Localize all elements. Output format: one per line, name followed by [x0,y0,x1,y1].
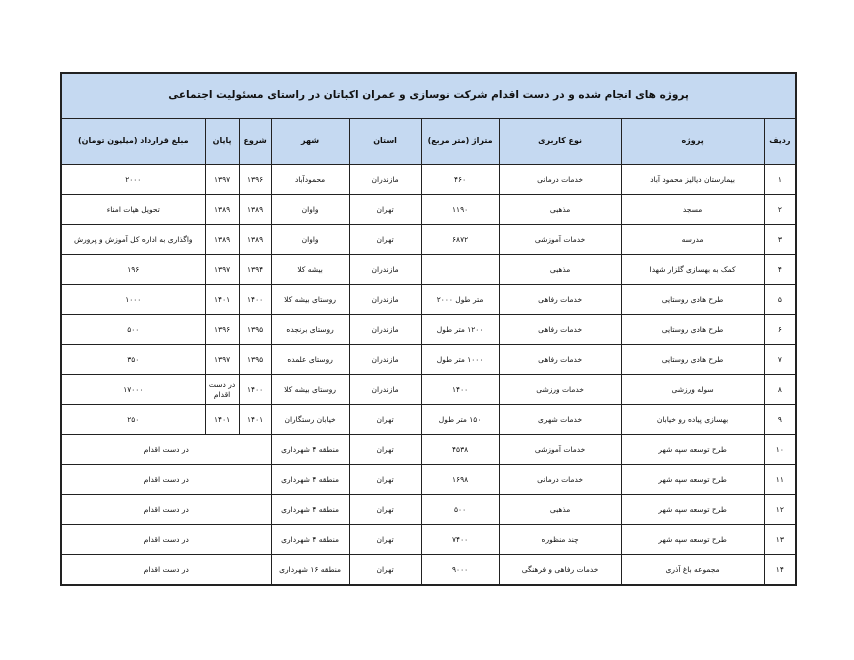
cell-province: تهران [349,525,421,555]
cell-amount: ۳۵۰ [61,345,205,375]
cell-row-number: ۱۳ [764,525,796,555]
cell-area: متر طول ۲۰۰۰ [421,285,499,315]
cell-province: تهران [349,225,421,255]
cell-usage: خدمات رفاهی [499,285,621,315]
cell-area: ۱۶۹۸ [421,465,499,495]
table-header-row [61,119,796,165]
cell-province: مازندران [349,255,421,285]
cell-end: در دست اقدام [205,375,239,405]
cell-area: ۷۴۰۰ [421,525,499,555]
table-row [61,285,796,315]
cell-usage: خدمات آموزشی [499,435,621,465]
cell-start: ۱۳۸۹ [239,225,271,255]
cell-end: ۱۳۹۷ [205,255,239,285]
cell-area: ۱۲۰۰ متر طول [421,315,499,345]
cell-usage: خدمات درمانی [499,165,621,195]
cell-end: ۱۴۰۱ [205,405,239,435]
cell-area: ۱۱۹۰ [421,195,499,225]
cell-usage: خدمات شهری [499,405,621,435]
table-title-row [61,73,796,119]
header-province: استان [349,119,421,165]
cell-province: مازندران [349,375,421,405]
cell-area: ۴۵۳۸ [421,435,499,465]
cell-row-number: ۷ [764,345,796,375]
cell-project: بهسازی پیاده رو خیابان [621,405,764,435]
cell-province: تهران [349,405,421,435]
header-row-number: ردیف [764,119,796,165]
cell-row-number: ۱۴ [764,555,796,586]
cell-end: ۱۳۹۷ [205,345,239,375]
cell-usage: مذهبی [499,195,621,225]
cell-city: منطقه ۴ شهرداری [271,525,349,555]
cell-row-number: ۲ [764,195,796,225]
cell-province: تهران [349,465,421,495]
cell-start: ۱۳۹۵ [239,315,271,345]
table-title: پروژه های انجام شده و در دست اقدام شرکت نوسازی و عمران اکباتان در راستای مسئولیت اجتماعی [61,73,796,119]
cell-project: مجموعه باغ آذری [621,555,764,586]
cell-start: ۱۴۰۰ [239,375,271,405]
cell-province: مازندران [349,315,421,345]
cell-amount: ۱۰۰۰ [61,285,205,315]
cell-city: منطقه ۴ شهرداری [271,435,349,465]
cell-project: طرح توسعه سپه شهر [621,495,764,525]
cell-usage: خدمات رفاهی [499,315,621,345]
cell-city: بیشه کلا [271,255,349,285]
cell-city: خیابان رستگاران [271,405,349,435]
cell-usage: خدمات رفاهی [499,345,621,375]
cell-area: ۱۴۰۰ [421,375,499,405]
cell-city: منطقه ۱۶ شهرداری [271,555,349,586]
cell-project: سوله ورزشی [621,375,764,405]
cell-usage: خدمات درمانی [499,465,621,495]
cell-city: واوان [271,225,349,255]
cell-row-number: ۶ [764,315,796,345]
cell-project: طرح توسعه سپه شهر [621,465,764,495]
header-usage: نوع کاربری [499,119,621,165]
table-row [61,375,796,405]
table-row [61,465,796,495]
cell-city: واوان [271,195,349,225]
cell-status-merged: در دست اقدام [61,555,271,586]
cell-city: محمودآباد [271,165,349,195]
cell-end: ۱۳۸۹ [205,195,239,225]
cell-amount: ۲۰۰۰ [61,165,205,195]
cell-project: طرح هادی روستایی [621,315,764,345]
cell-amount: واگذاری به اداره کل آموزش و پرورش [61,225,205,255]
cell-usage: خدمات ورزشی [499,375,621,405]
cell-project: طرح توسعه سپه شهر [621,435,764,465]
table-row [61,195,796,225]
cell-province: تهران [349,195,421,225]
cell-area: ۹۰۰۰ [421,555,499,586]
cell-row-number: ۳ [764,225,796,255]
table-row [61,165,796,195]
cell-start: ۱۳۹۶ [239,165,271,195]
cell-row-number: ۱ [764,165,796,195]
cell-city: روستای برنجده [271,315,349,345]
cell-start: ۱۴۰۰ [239,285,271,315]
cell-amount: ۱۷۰۰۰ [61,375,205,405]
cell-start: ۱۳۹۵ [239,345,271,375]
cell-start: ۱۴۰۱ [239,405,271,435]
cell-area: ۱۵۰ متر طول [421,405,499,435]
header-start: شروع [239,119,271,165]
header-amount: مبلغ قرارداد (میلیون تومان) [61,119,205,165]
cell-area-empty [421,255,499,285]
table-row [61,315,796,345]
cell-end: ۱۳۹۶ [205,315,239,345]
cell-project: مسجد [621,195,764,225]
cell-amount: ۱۹۶ [61,255,205,285]
table-row [61,435,796,465]
cell-usage: چند منظوره [499,525,621,555]
table-row [61,405,796,435]
cell-area: ۱۰۰۰ متر طول [421,345,499,375]
document-sheet [60,72,795,586]
cell-city: روستای علمده [271,345,349,375]
cell-row-number: ۱۰ [764,435,796,465]
cell-city: منطقه ۴ شهرداری [271,465,349,495]
cell-project: مدرسه [621,225,764,255]
cell-city: روستای بیشه کلا [271,285,349,315]
cell-status-merged: در دست اقدام [61,525,271,555]
cell-province: مازندران [349,285,421,315]
projects-table [60,72,797,586]
cell-end: ۱۳۹۷ [205,165,239,195]
cell-usage: مذهبی [499,255,621,285]
table-row [61,255,796,285]
header-area: متراژ (متر مربع) [421,119,499,165]
cell-usage: خدمات رفاهی و فرهنگی [499,555,621,586]
cell-usage: مذهبی [499,495,621,525]
table-row [61,225,796,255]
cell-province: تهران [349,495,421,525]
cell-row-number: ۴ [764,255,796,285]
cell-project: طرح هادی روستایی [621,285,764,315]
cell-area: ۵۰۰ [421,495,499,525]
cell-area: ۴۶۰ [421,165,499,195]
cell-row-number: ۵ [764,285,796,315]
header-project: پروژه [621,119,764,165]
cell-project: کمک به بهسازی گلزار شهدا [621,255,764,285]
cell-status-merged: در دست اقدام [61,495,271,525]
cell-status-merged: در دست اقدام [61,435,271,465]
cell-start: ۱۳۸۹ [239,195,271,225]
cell-project: طرح توسعه سپه شهر [621,525,764,555]
cell-city: منطقه ۴ شهرداری [271,495,349,525]
cell-project: بیمارستان دیالیز محمود آباد [621,165,764,195]
cell-project: طرح هادی روستایی [621,345,764,375]
cell-usage: خدمات آموزشی [499,225,621,255]
header-end: پایان [205,119,239,165]
cell-province: تهران [349,435,421,465]
cell-amount: ۵۰۰ [61,315,205,345]
cell-area: ۶۸۷۲ [421,225,499,255]
cell-amount: ۲۵۰ [61,405,205,435]
cell-status-merged: در دست اقدام [61,465,271,495]
cell-end: ۱۴۰۱ [205,285,239,315]
header-city: شهر [271,119,349,165]
cell-row-number: ۱۱ [764,465,796,495]
cell-city: روستای بیشه کلا [271,375,349,405]
cell-end: ۱۳۸۹ [205,225,239,255]
cell-province: مازندران [349,165,421,195]
cell-province: مازندران [349,345,421,375]
table-row [61,555,796,586]
cell-row-number: ۸ [764,375,796,405]
cell-province: تهران [349,555,421,586]
table-row [61,345,796,375]
cell-amount: تحویل هیات امناء [61,195,205,225]
table-row [61,495,796,525]
cell-row-number: ۹ [764,405,796,435]
cell-row-number: ۱۲ [764,495,796,525]
cell-start: ۱۳۹۴ [239,255,271,285]
table-row [61,525,796,555]
